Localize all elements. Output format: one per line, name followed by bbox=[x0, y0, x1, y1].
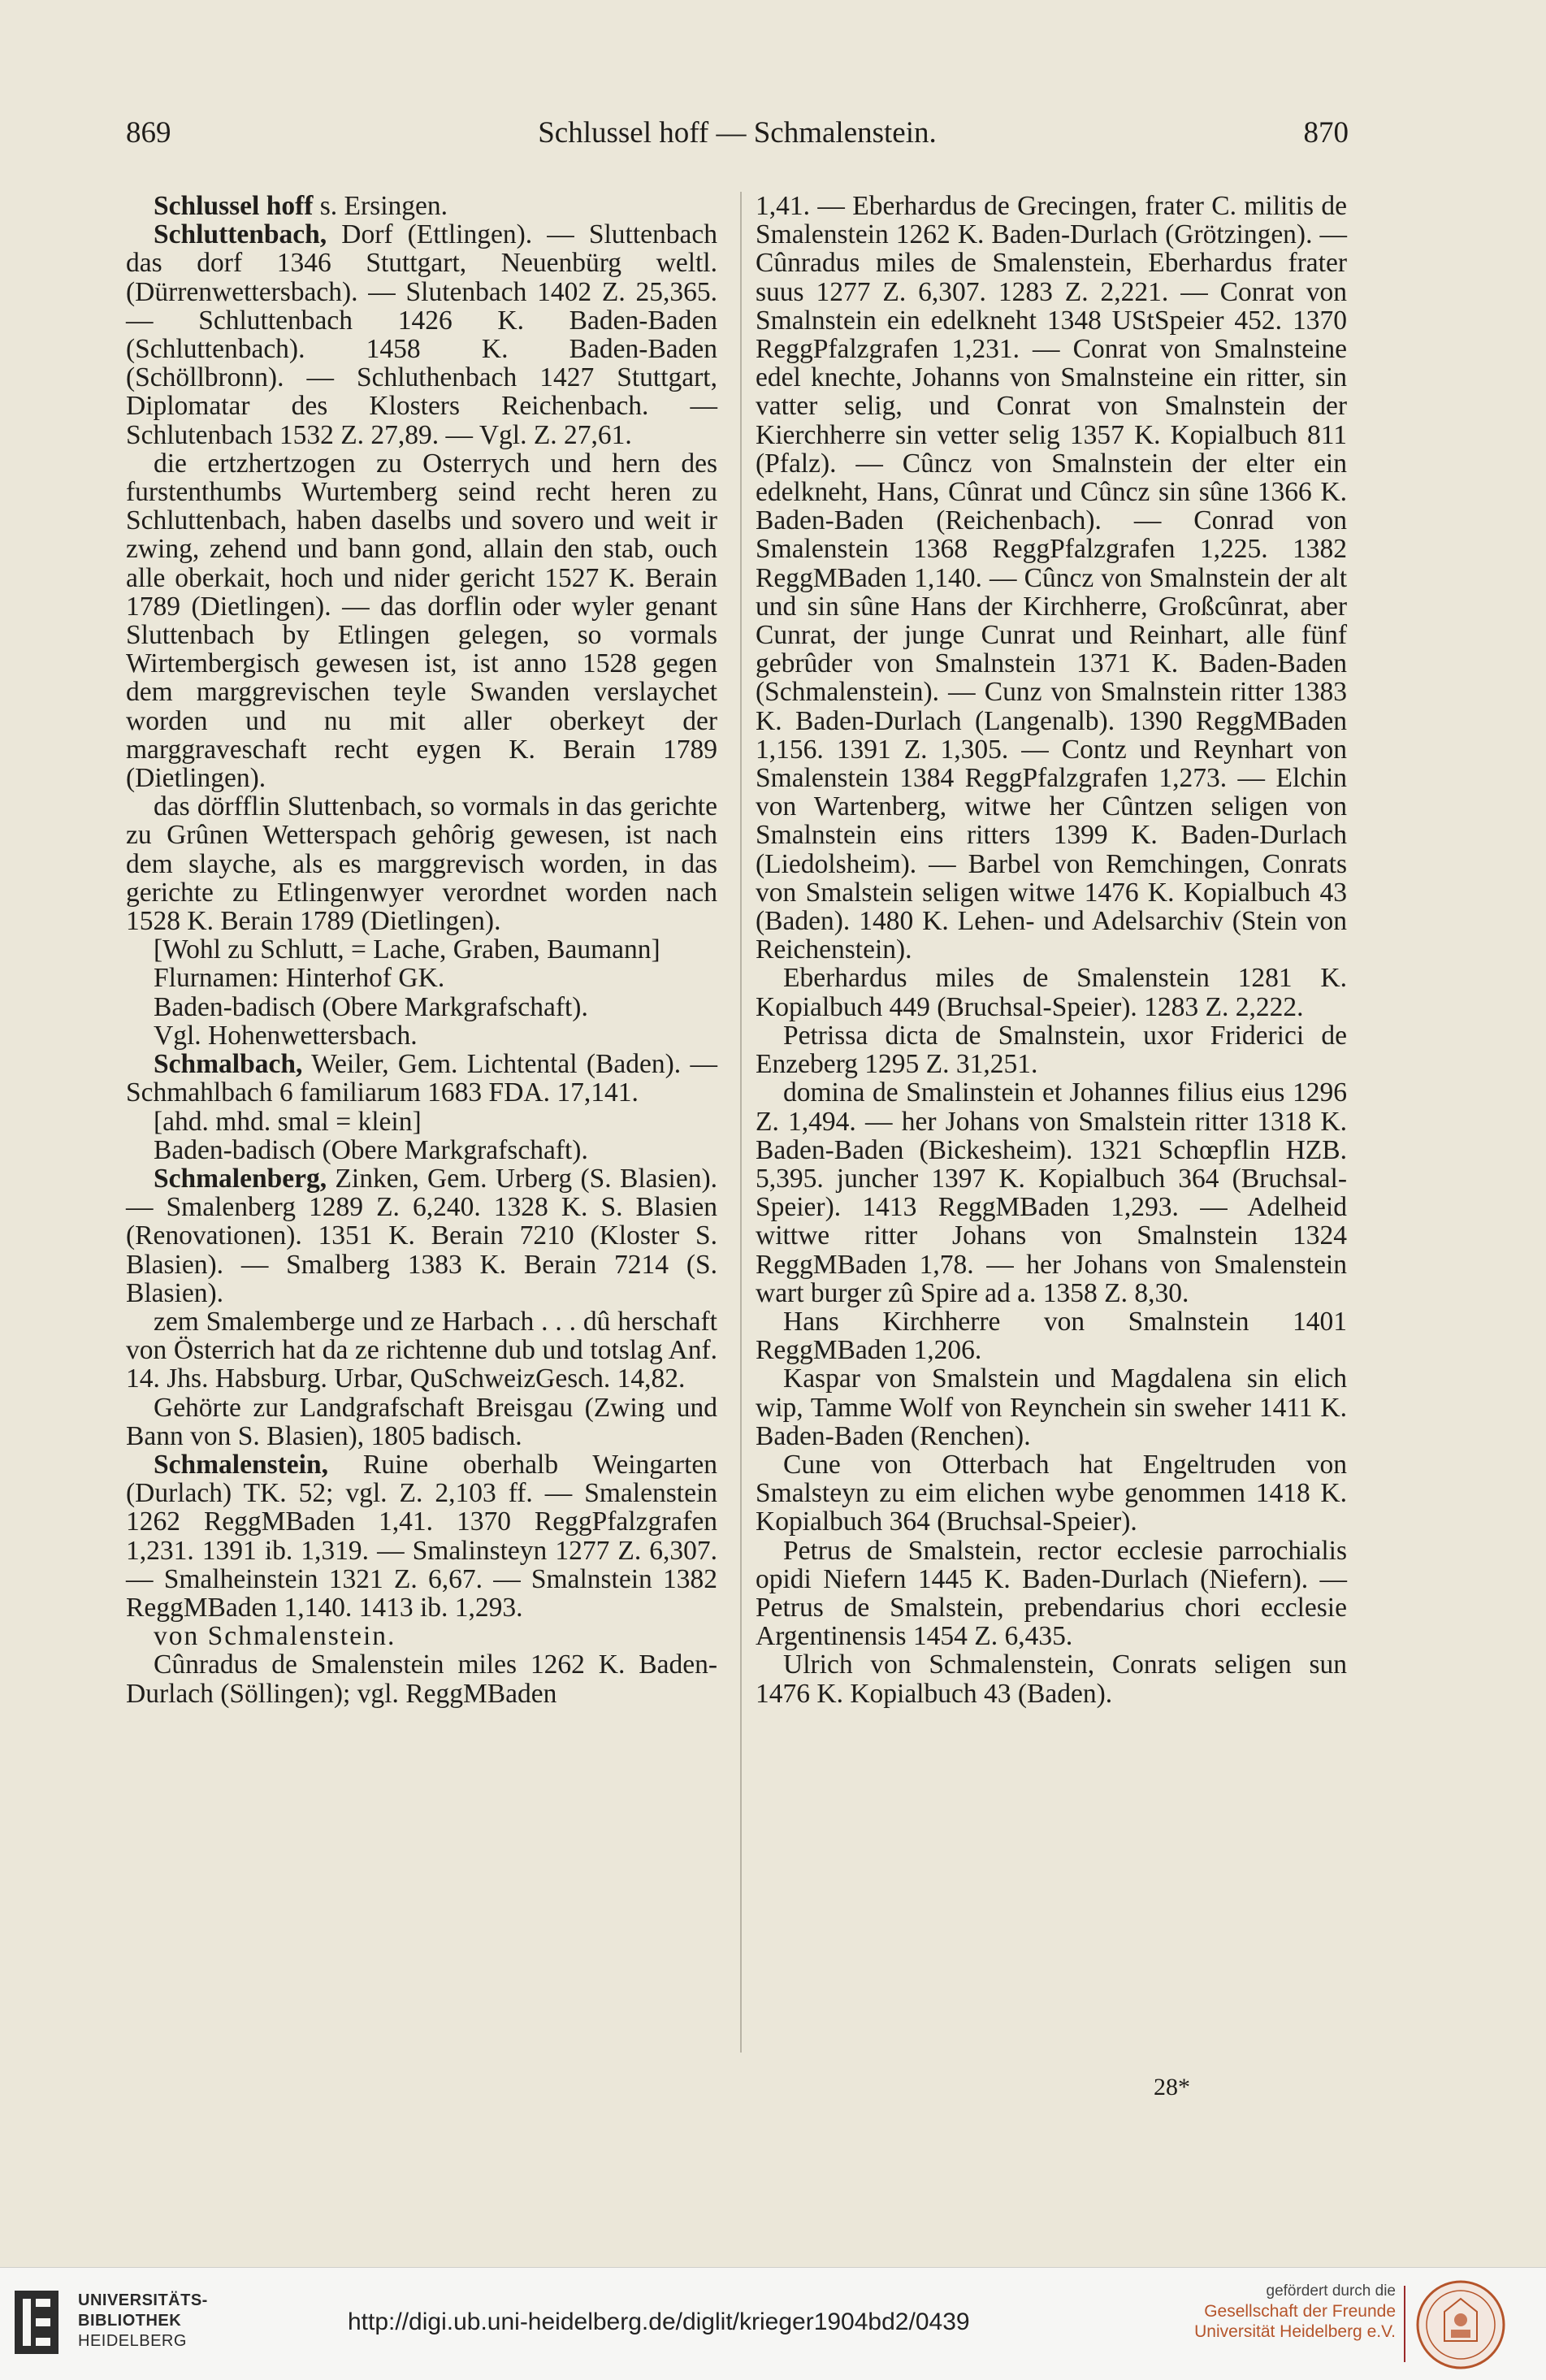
left-column bbox=[126, 192, 717, 1708]
text-paragraph: Petrus de Smalstein, rector ecclesie parrochialis opidi Niefern 1445 K. Baden-Durlach (Niefern). — Petrus de Smalstein, prebendarius chori ecclesie Argentinensis 1454 Z. 6,435. bbox=[756, 1535, 1347, 1652]
text-paragraph: 1,41. — Eberhardus de Grecingen, frater C. militis de Smalenstein 1262 K. Baden-Durlach (Grötzingen). — Cûnradus miles de Smalenstein, Eberhardus frater suus 1277 Z. 6,307. 1283 Z. 2,221. — Conrat von Smalnstein ein edelkneht 1348 UStSpeier 452. 1370 ReggPfalzgrafen 1,231. — Conrat von Smalnsteine edel knechte, Johanns von Smalnsteine ein ritter, sin vatter selig, und Conrat von Smalnstein der Kierchherre sin vetter selig 1357 K. Kopialbuch 811 (Pfalz). — Cûncz von Smalnstein der elter ein edelkneht, Hans, Cûnrat und Cûncz sin sûne 1366 K. Baden-Baden (Reichenbach). — Conrad von Smalenstein 1368 ReggPfalzgrafen 1,225. 1382 ReggMBaden 1,140. — Cûncz von Smalnstein der alt und sin sûne Hans der Kirchherre, Großcûnrat, aber Cunrat, der junge Cunrat und Reinhart, alle fünf gebrûder von Smalnstein 1371 K. Baden-Baden (Schmalenstein). — Cunz von Smalnstein ritter 1383 K. Baden-Durlach (Langenalb). 1390 ReggMBaden 1,156. 1391 Z. 1,305. — Contz und Reynhart von Smalenstein 1384 ReggPfalzgrafen 1,273. — Elchin von Wartenberg, witwe her Cûntzen seligen von Smalnstein eins ritters 1399 K. Baden-Durlach (Liedolsheim). — Barbel von Remchingen, Conrats von Smalstein seligen witwe 1476 K. Kopialbuch 43 (Baden). 1480 K. Lehen- und Adelsarchiv (Stein von Reichenstein). bbox=[756, 191, 1347, 965]
library-name[interactable]: UNIVERSITÄTS- BIBLIOTHEK HEIDELBERG bbox=[78, 2291, 208, 2350]
text-paragraph: die ertzhertzogen zu Osterrych und hern des furstenthumbs Wurtemberg seind recht heren zu Schluttenbach, haben daselbs und sovero und weit ir zwing, zehend und bann gond, allain den stab, ouch alle oberkait, hoch und nider gericht 1527 K. Berain 1789 (Dietlingen). — das dorflin oder wyler genant Sluttenbach by Etlingen gelegen, so vormals Wirtembergisch gewesen ist, ist anno 1528 gegen dem marggrevischen teyle Swanden verslaychet worden und nu mit aller oberkeyt der marggraveschaft recht eygen K. Berain 1789 (Dietlingen). bbox=[126, 448, 717, 794]
text-paragraph: Hans Kirchherre von Smalnstein 1401 ReggMBaden 1,206. bbox=[756, 1306, 1347, 1366]
page-number-left: 869 bbox=[126, 116, 171, 150]
university-seal-icon[interactable] bbox=[1415, 2279, 1506, 2370]
text-paragraph: [ahd. mhd. smal = klein] bbox=[154, 1106, 422, 1137]
running-title: Schlussel hoff — Schmalenstein. bbox=[538, 116, 937, 150]
page-header bbox=[126, 115, 1349, 156]
text-paragraph: das dörfflin Sluttenbach, so vormals in das gerichte zu Grûnen Wetterspach gehôrig gewesen, ist nach dem slayche, als es marggrevisch worden, in das gerichte zu Etlingenwyer verordnet worden nach 1528 K. Berain 1789 (Dietlingen). bbox=[126, 791, 717, 937]
permalink-url[interactable]: http://digi.ub.uni-heidelberg.de/diglit/krieger1904bd2/0439 bbox=[348, 2308, 970, 2335]
text-paragraph: [Wohl zu Schlutt, = Lache, Graben, Baumann] bbox=[154, 934, 660, 965]
right-column bbox=[756, 192, 1347, 1708]
ub-heidelberg-logo-icon[interactable] bbox=[15, 2291, 58, 2354]
signature-mark: 28* bbox=[1154, 2074, 1190, 2100]
text-paragraph: Eberhardus miles de Smalenstein 1281 K. Kopialbuch 449 (Bruchsal-Speier). 1283 Z. 2,222. bbox=[756, 963, 1347, 1022]
entry-paragraph: Schmalenstein, Ruine oberhalb Weingarten (Durlach) TK. 52; vgl. Z. 2,103 ff. — Smalenstein 1262 ReggMBaden 1,41. 1370 ReggPfalzgrafen 1,231. 1391 ib. 1,319. — Smalinsteyn 1277 Z. 6,307. — Smalheinstein 1321 Z. 6,67. — Smalnstein 1382 ReggMBaden 1,140. 1413 ib. 1,293. bbox=[126, 1449, 717, 1623]
text-paragraph: von Schmalenstein. bbox=[154, 1621, 396, 1652]
viewer-footer bbox=[0, 2267, 1546, 2380]
entry-paragraph: Schmalenberg, Zinken, Gem. Urberg (S. Blasien). — Smalenberg 1289 Z. 6,240. 1328 K. S. Blasien (Renovationen). 1351 K. Berain 7210 (Kloster S. Blasien). — Smalberg 1383 K. Berain 7214 (S. Blasien). bbox=[126, 1163, 717, 1308]
text-paragraph: Ulrich von Schmalenstein, Conrats seligen sun 1476 K. Kopialbuch 43 (Baden). bbox=[756, 1650, 1347, 1709]
text-paragraph: Cûnradus de Smalenstein miles 1262 K. Baden-Durlach (Söllingen); vgl. ReggMBaden bbox=[126, 1650, 717, 1709]
text-paragraph: Baden-badisch (Obere Markgrafschaft). bbox=[154, 991, 588, 1022]
column-divider bbox=[740, 192, 742, 2053]
page-number-right: 870 bbox=[1303, 116, 1349, 150]
text-paragraph: zem Smalemberge und ze Harbach . . . dû herschaft von Österrich hat da ze richtenne dub und totslag Anf. 14. Jhs. Habsburg. Urbar, QuSchweizGesch. 14,82. bbox=[126, 1306, 717, 1394]
text-paragraph: Vgl. Hohenwettersbach. bbox=[154, 1020, 418, 1051]
entry-paragraph: Schlussel hoff s. Ersingen. bbox=[154, 191, 448, 221]
text-paragraph: Petrissa dicta de Smalnstein, uxor Friderici de Enzeberg 1295 Z. 31,251. bbox=[756, 1020, 1347, 1080]
text-paragraph: Kaspar von Smalstein und Magdalena sin elich wip, Tamme Wolf von Reynchein sin sweher 1411 K. Baden-Baden (Renchen). bbox=[756, 1363, 1347, 1451]
text-paragraph: Cune von Otterbach hat Engeltruden von Smalsteyn zu eim elichen wybe genommen 1418 K. Kopialbuch 364 (Bruchsal-Speier). bbox=[756, 1449, 1347, 1537]
footer-divider bbox=[1404, 2286, 1405, 2362]
sponsor-text[interactable]: gefördert durch die Gesellschaft der Freunde Universität Heidelberg e.V. bbox=[1194, 2282, 1396, 2341]
entry-paragraph: Schmalbach, Weiler, Gem. Lichtental (Baden). — Schmahlbach 6 familiarum 1683 FDA. 17,141. bbox=[126, 1049, 717, 1108]
text-paragraph: Gehörte zur Landgrafschaft Breisgau (Zwing und Bann von S. Blasien), 1805 badisch. bbox=[126, 1392, 717, 1451]
text-paragraph: domina de Smalinstein et Johannes filius eius 1296 Z. 1,494. — her Johans von Smalstein ritter 1318 K. Baden-Baden (Bickesheim). 1321 Schœpflin HZB. 5,395. juncher 1397 K. Kopialbuch 364 (Bruchsal-Speier). 1413 ReggMBaden 1,293. — Adelheid wittwe ritter Johans von Smalnstein 1324 ReggMBaden 1,78. — her Johans von Smalenstein wart burger zû Spire ad a. 1358 Z. 8,30. bbox=[756, 1077, 1347, 1308]
text-paragraph: Baden-badisch (Obere Markgrafschaft). bbox=[154, 1134, 588, 1165]
text-paragraph: Flurnamen: Hinterhof GK. bbox=[154, 963, 445, 994]
entry-paragraph: Schluttenbach, Dorf (Ettlingen). — Sluttenbach das dorf 1346 Stuttgart, Neuenbürg weltl. (Dürrenwettersbach). — Slutenbach 1402 Z. 25,365. — Schluttenbach 1426 K. Baden-Baden (Schluttenbach). 1458 K. Baden-Baden (Schöllbronn). — Schluthenbach 1427 Stuttgart, Diplomatar des Klosters Reichenbach. — Schlutenbach 1532 Z. 27,89. — Vgl. Z. 27,61. bbox=[126, 219, 717, 450]
